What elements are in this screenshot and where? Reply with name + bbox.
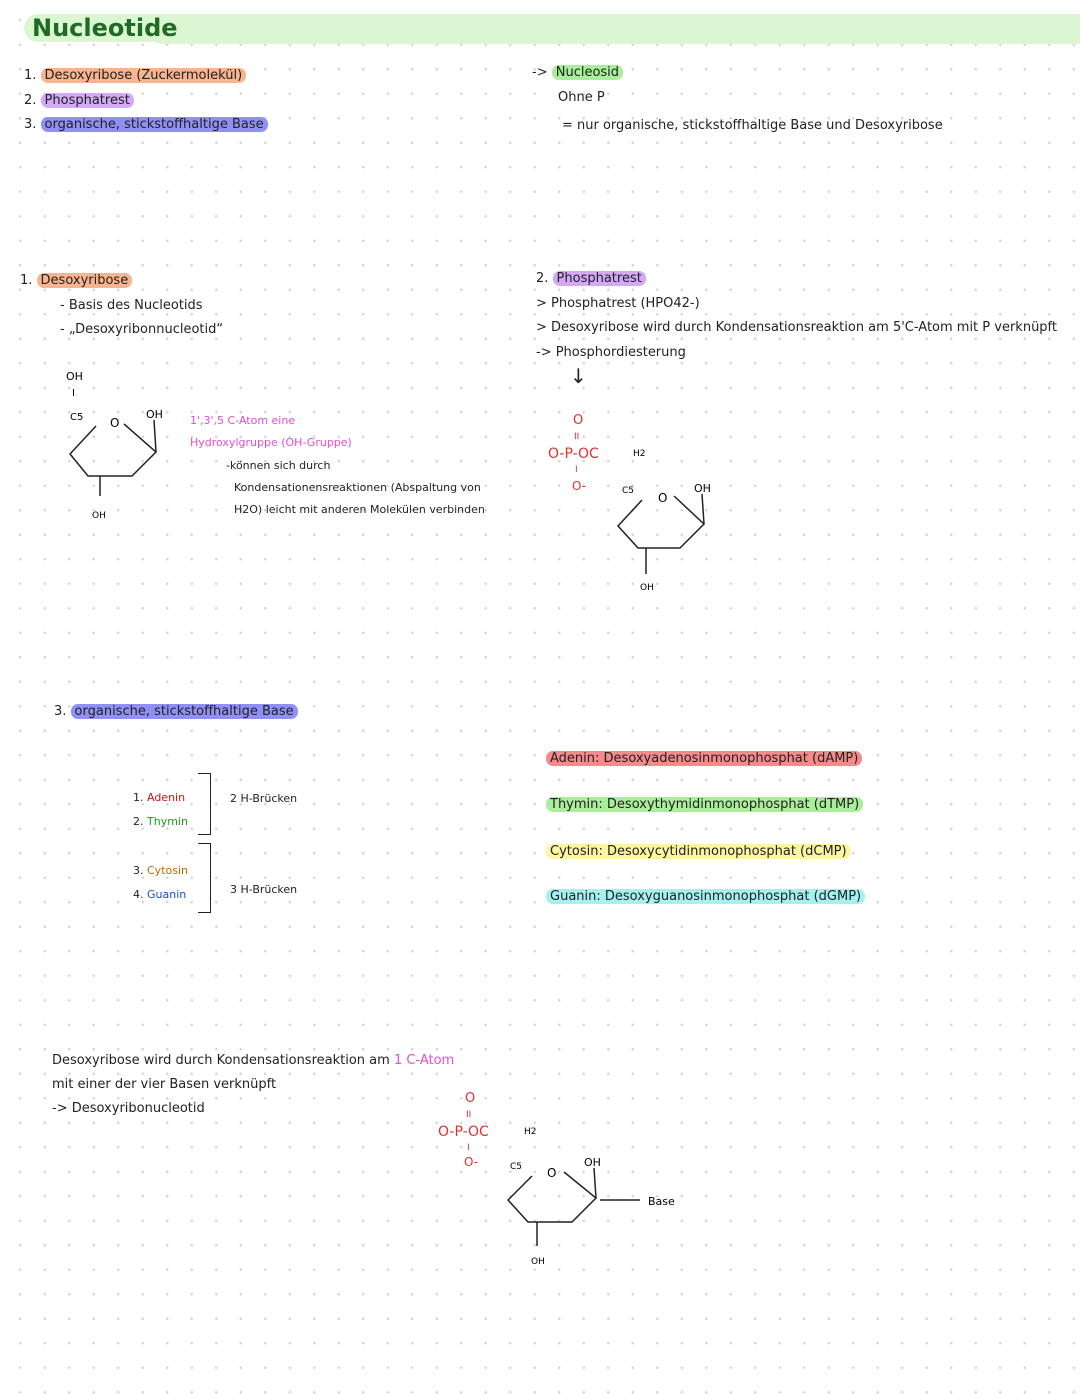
intro-item-1-num: 1.	[24, 68, 37, 83]
mol2-ring-o: O	[658, 491, 668, 505]
nucleosid-arrow: ->	[532, 65, 548, 80]
phosphatrest-arrow-down: ↓	[570, 364, 587, 388]
bridge-3-label: 3 H-Brücken	[230, 883, 298, 896]
base-item-cytosin-num: 3.	[133, 864, 144, 877]
mol3-oh-bottom: OH	[531, 1257, 545, 1267]
desoxyribose-note-4: Kondensationensreaktionen (Abspaltung von	[234, 481, 481, 494]
mol2-c5: C5	[622, 486, 635, 496]
mol2-o-minus: O-	[572, 479, 587, 493]
mol3-o-top: O	[465, 1091, 476, 1106]
base-item-guanin-num: 4.	[133, 888, 144, 901]
bracket-cg	[198, 843, 211, 913]
desoxyribose-heading-text: Desoxyribose	[37, 273, 133, 288]
monophosphate-damp-highlight	[546, 751, 862, 766]
intro-item-3-num: 3.	[24, 117, 37, 132]
summary-line-3: -> Desoxyribonucleotid	[52, 1101, 205, 1116]
base-item-guanin	[133, 888, 186, 901]
mol3-o-minus: O-	[464, 1155, 479, 1169]
desoxyribose-heading-num: 1.	[20, 273, 33, 288]
base-heading	[54, 704, 298, 719]
desoxyribose-structure	[58, 364, 168, 524]
title-highlight-bar	[148, 14, 1080, 44]
mol2-h2: H2	[633, 449, 646, 459]
monophosphate-dtmp-text: Desoxythymidinmonophosphat (dTMP)	[606, 797, 860, 812]
mol1-bar: I	[72, 388, 75, 399]
mol1-oh-right: OH	[146, 408, 163, 421]
mol1-ring-o: O	[110, 416, 120, 430]
monophosphate-dcmp-highlight	[546, 844, 851, 859]
monophosphate-damp	[546, 751, 862, 766]
phosphatrest-line-3: -> Phosphordiesterung	[536, 345, 686, 360]
summary-line-1-text: Desoxyribose wird durch Kondensationsreaktion am	[52, 1053, 390, 1068]
intro-item-2	[24, 93, 134, 108]
base-item-thymin-num: 2.	[133, 815, 144, 828]
intro-item-1-text: Desoxyribose (Zuckermolekül)	[41, 68, 247, 83]
mol2-oh-right: OH	[694, 482, 711, 495]
monophosphate-dtmp-highlight	[546, 797, 863, 812]
intro-item-3-text: organische, stickstoffhaltige Base	[41, 117, 268, 132]
base-item-adenin	[133, 791, 185, 804]
intro-item-2-num: 2.	[24, 93, 37, 108]
desoxyribose-note-1: 1',3',5 C-Atom eine	[190, 414, 296, 427]
base-item-adenin-name: Adenin	[147, 791, 186, 804]
intro-item-1	[24, 68, 246, 83]
page-title: Nucleotide	[24, 14, 186, 42]
mol3-h2: H2	[524, 1127, 537, 1137]
monophosphate-dgmp-text: Desoxyguanosinmonophosphat (dGMP)	[604, 889, 862, 904]
monophosphate-dgmp	[546, 889, 865, 904]
mol2-double-bond: II	[574, 432, 580, 442]
mol1-oh-bottom: OH	[92, 511, 106, 521]
nucleosid-line-2: = nur organische, stickstoffhaltige Base und Desoxyribose	[562, 118, 943, 133]
base-item-adenin-num: 1.	[133, 791, 144, 804]
phosphate-sugar-structure	[546, 408, 726, 598]
monophosphate-dcmp-base: Cytosin:	[550, 844, 603, 859]
desoxyribose-note-2: Hydroxylgruppe (OH-Gruppe)	[190, 436, 352, 449]
intro-item-3	[24, 117, 268, 132]
monophosphate-dtmp	[546, 797, 863, 812]
mol2-o-top: O	[573, 413, 584, 428]
desoxyribose-heading	[20, 273, 132, 288]
mol3-oh-right: OH	[584, 1156, 601, 1169]
phosphatrest-heading	[536, 271, 646, 286]
mol1-right-bond	[154, 420, 156, 452]
mol3-right-bond	[594, 1168, 596, 1198]
intro-item-2-text: Phosphatrest	[41, 93, 134, 108]
nucleosid-heading	[532, 65, 623, 80]
summary-line-1	[52, 1053, 454, 1068]
monophosphate-dtmp-base: Thymin:	[550, 797, 603, 812]
summary-line-2: mit einer der vier Basen verknüpft	[52, 1077, 277, 1092]
desoxyribose-note-5: H2O) leicht mit anderen Molekülen verbinden	[234, 503, 485, 516]
desoxyribose-bullet-2: - „Desoxyribonnucleotid“	[60, 322, 224, 337]
phosphatrest-line-2: > Desoxyribose wird durch Kondensationsreaktion am 5'C-Atom mit P verknüpft	[536, 320, 1058, 335]
mol3-c5: C5	[510, 1162, 523, 1172]
mol3-phosphate-chain: O-P-OC	[438, 1124, 489, 1140]
mol2-oh-bottom: OH	[640, 583, 654, 593]
nucleosid-label: Nucleosid	[552, 65, 623, 80]
base-item-cytosin-name: Cytosin	[147, 864, 188, 877]
monophosphate-dcmp-text: Desoxycytidinmonophosphat (dCMP)	[606, 844, 847, 859]
bridge-2-label: 2 H-Brücken	[230, 792, 298, 805]
mol2-right-bond	[702, 494, 704, 524]
base-item-guanin-name: Guanin	[147, 888, 187, 901]
base-item-thymin-name: Thymin	[147, 815, 188, 828]
mol2-phosphate-chain: O-P-OC	[548, 446, 599, 462]
summary-line-1-c-atom: 1 C-Atom	[393, 1053, 455, 1068]
monophosphate-damp-base: Adenin:	[550, 751, 600, 766]
base-item-thymin	[133, 815, 188, 828]
mol3-bar: I	[467, 1143, 470, 1153]
mol2-bar: I	[575, 465, 578, 475]
phosphatrest-heading-num: 2.	[536, 271, 549, 286]
monophosphate-dcmp	[546, 844, 851, 859]
monophosphate-dgmp-highlight	[546, 889, 865, 904]
desoxyribose-bullet-1: - Basis des Nucleotids	[60, 298, 203, 313]
base-heading-text: organische, stickstoffhaltige Base	[71, 704, 298, 719]
monophosphate-dgmp-base: Guanin:	[550, 889, 601, 904]
base-heading-num: 3.	[54, 704, 67, 719]
base-item-cytosin	[133, 864, 188, 877]
nucleosid-line-1: Ohne P	[558, 90, 605, 105]
mol3-base-label: Base	[648, 1195, 675, 1208]
phosphatrest-line-1: > Phosphatrest (HPO42-)	[536, 296, 700, 311]
mol1-oh-top: OH	[66, 370, 83, 383]
bracket-at	[198, 773, 211, 835]
desoxyribonucleotid-structure	[436, 1086, 686, 1276]
mol3-ring-o: O	[547, 1166, 557, 1180]
mol1-ring	[70, 424, 156, 476]
desoxyribose-note-3: -können sich durch	[226, 459, 331, 472]
mol1-c5: C5	[70, 412, 84, 423]
phosphatrest-heading-text: Phosphatrest	[553, 271, 646, 286]
mol3-double-bond: II	[466, 1110, 472, 1120]
monophosphate-damp-text: Desoxyadenosinmonophosphat (dAMP)	[603, 751, 859, 766]
